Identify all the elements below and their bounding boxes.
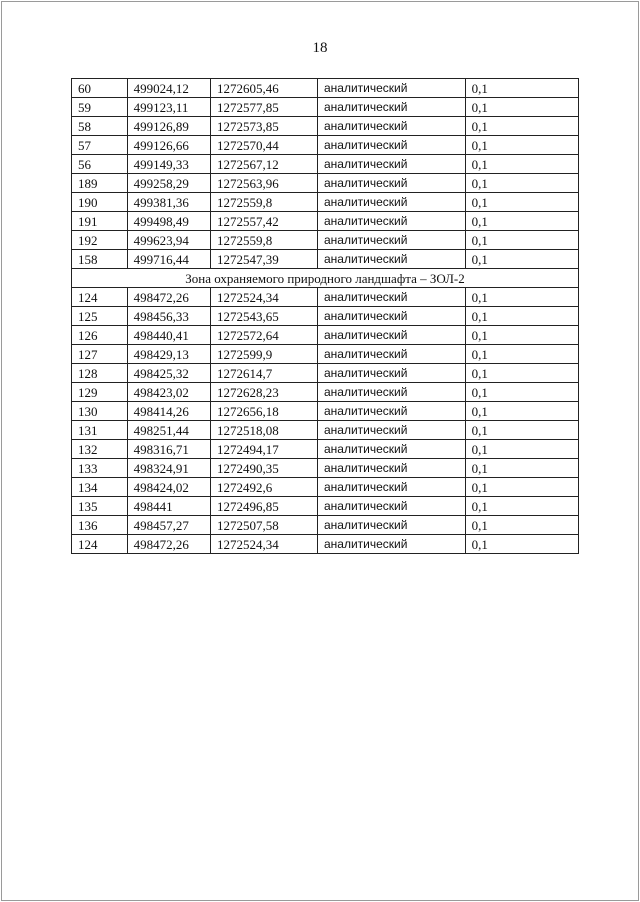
table-row <box>72 345 579 364</box>
y-coordinate-cell: 1272567,12 <box>211 155 318 174</box>
accuracy-cell: 0,1 <box>465 288 578 307</box>
method-cell: аналитический <box>317 516 465 535</box>
accuracy-cell: 0,1 <box>465 136 578 155</box>
x-coordinate-cell: 499716,44 <box>127 250 210 269</box>
x-coordinate-cell: 499126,89 <box>127 117 210 136</box>
y-coordinate-cell: 1272518,08 <box>211 421 318 440</box>
table-row <box>72 364 579 383</box>
y-coordinate-cell: 1272572,64 <box>211 326 318 345</box>
x-coordinate-cell: 498457,27 <box>127 516 210 535</box>
method-cell: аналитический <box>317 117 465 136</box>
y-coordinate-cell: 1272628,23 <box>211 383 318 402</box>
table-row <box>72 98 579 117</box>
accuracy-cell: 0,1 <box>465 478 578 497</box>
method-cell: аналитический <box>317 459 465 478</box>
x-coordinate-cell: 498414,26 <box>127 402 210 421</box>
x-coordinate-cell: 499149,33 <box>127 155 210 174</box>
accuracy-cell: 0,1 <box>465 516 578 535</box>
y-coordinate-cell: 1272492,6 <box>211 478 318 497</box>
point-number-cell: 128 <box>72 364 128 383</box>
point-number-cell: 59 <box>72 98 128 117</box>
point-number-cell: 130 <box>72 402 128 421</box>
y-coordinate-cell: 1272614,7 <box>211 364 318 383</box>
method-cell: аналитический <box>317 231 465 250</box>
method-cell: аналитический <box>317 174 465 193</box>
point-number-cell: 132 <box>72 440 128 459</box>
point-number-cell: 191 <box>72 212 128 231</box>
y-coordinate-cell: 1272557,42 <box>211 212 318 231</box>
method-cell: аналитический <box>317 326 465 345</box>
y-coordinate-cell: 1272559,8 <box>211 193 318 212</box>
y-coordinate-cell: 1272599,9 <box>211 345 318 364</box>
y-coordinate-cell: 1272559,8 <box>211 231 318 250</box>
y-coordinate-cell: 1272524,34 <box>211 535 318 554</box>
accuracy-cell: 0,1 <box>465 117 578 136</box>
point-number-cell: 124 <box>72 535 128 554</box>
point-number-cell: 133 <box>72 459 128 478</box>
table-row <box>72 250 579 269</box>
table-row <box>72 478 579 497</box>
table-row <box>72 136 579 155</box>
x-coordinate-cell: 498324,91 <box>127 459 210 478</box>
accuracy-cell: 0,1 <box>465 383 578 402</box>
table-row <box>72 326 579 345</box>
point-number-cell: 192 <box>72 231 128 250</box>
method-cell: аналитический <box>317 383 465 402</box>
x-coordinate-cell: 498441 <box>127 497 210 516</box>
accuracy-cell: 0,1 <box>465 497 578 516</box>
method-cell: аналитический <box>317 98 465 117</box>
accuracy-cell: 0,1 <box>465 98 578 117</box>
table-row <box>72 155 579 174</box>
method-cell: аналитический <box>317 307 465 326</box>
y-coordinate-cell: 1272494,17 <box>211 440 318 459</box>
point-number-cell: 125 <box>72 307 128 326</box>
method-cell: аналитический <box>317 212 465 231</box>
table-row <box>72 402 579 421</box>
point-number-cell: 127 <box>72 345 128 364</box>
y-coordinate-cell: 1272490,35 <box>211 459 318 478</box>
accuracy-cell: 0,1 <box>465 155 578 174</box>
accuracy-cell: 0,1 <box>465 440 578 459</box>
accuracy-cell: 0,1 <box>465 212 578 231</box>
method-cell: аналитический <box>317 478 465 497</box>
x-coordinate-cell: 499126,66 <box>127 136 210 155</box>
table-row <box>72 117 579 136</box>
accuracy-cell: 0,1 <box>465 345 578 364</box>
accuracy-cell: 0,1 <box>465 250 578 269</box>
point-number-cell: 190 <box>72 193 128 212</box>
y-coordinate-cell: 1272524,34 <box>211 288 318 307</box>
y-coordinate-cell: 1272605,46 <box>211 79 318 98</box>
x-coordinate-cell: 499623,94 <box>127 231 210 250</box>
table-row <box>72 307 579 326</box>
point-number-cell: 135 <box>72 497 128 516</box>
y-coordinate-cell: 1272547,39 <box>211 250 318 269</box>
y-coordinate-cell: 1272507,58 <box>211 516 318 535</box>
method-cell: аналитический <box>317 364 465 383</box>
table-row <box>72 497 579 516</box>
accuracy-cell: 0,1 <box>465 79 578 98</box>
y-coordinate-cell: 1272577,85 <box>211 98 318 117</box>
x-coordinate-cell: 498440,41 <box>127 326 210 345</box>
section-row <box>72 269 579 288</box>
point-number-cell: 189 <box>72 174 128 193</box>
accuracy-cell: 0,1 <box>465 326 578 345</box>
method-cell: аналитический <box>317 250 465 269</box>
point-number-cell: 126 <box>72 326 128 345</box>
accuracy-cell: 0,1 <box>465 459 578 478</box>
table-row <box>72 459 579 478</box>
accuracy-cell: 0,1 <box>465 364 578 383</box>
x-coordinate-cell: 498472,26 <box>127 535 210 554</box>
table-row <box>72 440 579 459</box>
table-row <box>72 516 579 535</box>
x-coordinate-cell: 498456,33 <box>127 307 210 326</box>
y-coordinate-cell: 1272656,18 <box>211 402 318 421</box>
table-row <box>72 421 579 440</box>
method-cell: аналитический <box>317 535 465 554</box>
page-number: 18 <box>312 40 328 56</box>
x-coordinate-cell: 498424,02 <box>127 478 210 497</box>
accuracy-cell: 0,1 <box>465 231 578 250</box>
coordinates-table-body <box>72 79 579 554</box>
method-cell: аналитический <box>317 402 465 421</box>
method-cell: аналитический <box>317 497 465 516</box>
accuracy-cell: 0,1 <box>465 402 578 421</box>
method-cell: аналитический <box>317 136 465 155</box>
point-number-cell: 58 <box>72 117 128 136</box>
x-coordinate-cell: 498316,71 <box>127 440 210 459</box>
point-number-cell: 158 <box>72 250 128 269</box>
table-row <box>72 288 579 307</box>
method-cell: аналитический <box>317 79 465 98</box>
method-cell: аналитический <box>317 193 465 212</box>
accuracy-cell: 0,1 <box>465 421 578 440</box>
accuracy-cell: 0,1 <box>465 307 578 326</box>
section-title: Зона охраняемого природного ландшафта – ЗОЛ-2 <box>72 269 579 288</box>
y-coordinate-cell: 1272496,85 <box>211 497 318 516</box>
table-row <box>72 193 579 212</box>
table-row <box>72 535 579 554</box>
y-coordinate-cell: 1272563,96 <box>211 174 318 193</box>
method-cell: аналитический <box>317 440 465 459</box>
method-cell: аналитический <box>317 421 465 440</box>
method-cell: аналитический <box>317 345 465 364</box>
y-coordinate-cell: 1272573,85 <box>211 117 318 136</box>
table-row <box>72 174 579 193</box>
x-coordinate-cell: 499024,12 <box>127 79 210 98</box>
x-coordinate-cell: 498429,13 <box>127 345 210 364</box>
coordinates-table <box>71 78 579 554</box>
table-row <box>72 212 579 231</box>
point-number-cell: 136 <box>72 516 128 535</box>
accuracy-cell: 0,1 <box>465 193 578 212</box>
point-number-cell: 131 <box>72 421 128 440</box>
point-number-cell: 124 <box>72 288 128 307</box>
y-coordinate-cell: 1272543,65 <box>211 307 318 326</box>
y-coordinate-cell: 1272570,44 <box>211 136 318 155</box>
x-coordinate-cell: 498251,44 <box>127 421 210 440</box>
point-number-cell: 57 <box>72 136 128 155</box>
accuracy-cell: 0,1 <box>465 174 578 193</box>
x-coordinate-cell: 499258,29 <box>127 174 210 193</box>
x-coordinate-cell: 499381,36 <box>127 193 210 212</box>
point-number-cell: 56 <box>72 155 128 174</box>
x-coordinate-cell: 498472,26 <box>127 288 210 307</box>
x-coordinate-cell: 499123,11 <box>127 98 210 117</box>
point-number-cell: 60 <box>72 79 128 98</box>
table-row <box>72 79 579 98</box>
method-cell: аналитический <box>317 288 465 307</box>
table-row <box>72 383 579 402</box>
x-coordinate-cell: 499498,49 <box>127 212 210 231</box>
table-row <box>72 231 579 250</box>
accuracy-cell: 0,1 <box>465 535 578 554</box>
x-coordinate-cell: 498423,02 <box>127 383 210 402</box>
point-number-cell: 134 <box>72 478 128 497</box>
method-cell: аналитический <box>317 155 465 174</box>
x-coordinate-cell: 498425,32 <box>127 364 210 383</box>
point-number-cell: 129 <box>72 383 128 402</box>
